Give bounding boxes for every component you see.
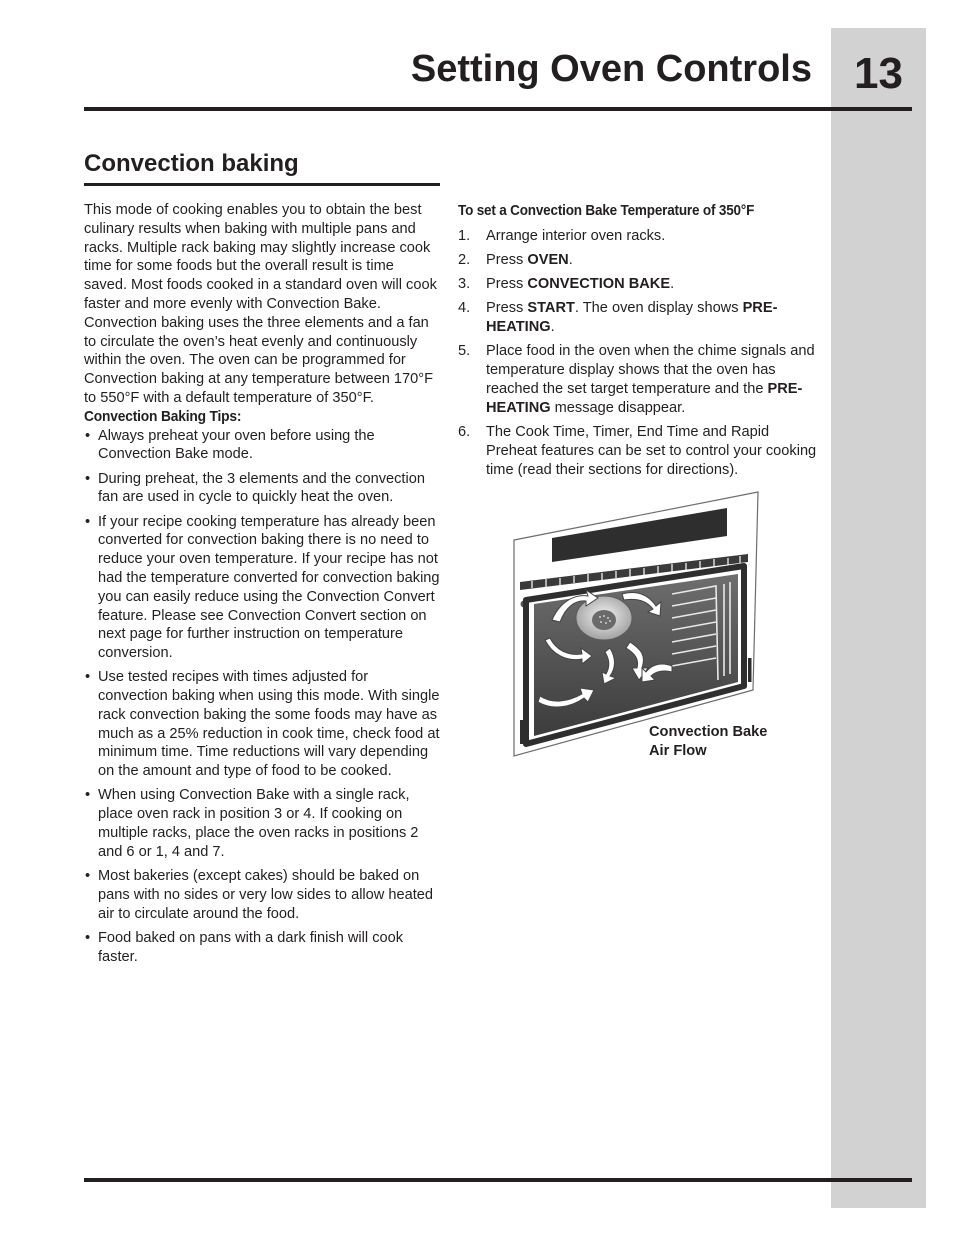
step-number: 6. [458, 423, 471, 440]
step-text: . [568, 251, 573, 268]
figure-caption [649, 723, 767, 761]
oven-airflow-illustration [512, 490, 762, 760]
list-item: • Use tested recipes with times adjusted for convection baking when using this mode. With single rack convection baking the some foods may have as much as a 25% reduction in cook time, check food at minimum time. Time reductions will vary depending on the amount and type of food to be cooked. [84, 668, 440, 781]
step-keyword: CONVECTION BAKE [527, 276, 671, 293]
caption-line: Convection Bake [649, 724, 768, 740]
bottom-rule [84, 1178, 912, 1182]
list-item: • During preheat, the 3 elements and the convection fan are used in cycle to quickly heat the oven. [84, 470, 440, 508]
list-item: • When using Convection Bake with a single rack, place oven rack in position 3 or 4. If cooking on multiple racks, place the oven racks in positions 2 and 6 or 1, 4 and 7. [84, 786, 440, 861]
step-item [458, 423, 818, 479]
intro-paragraph: This mode of cooking enables you to obtain the best culinary results when baking with multiple pans and racks. Multiple rack baking may slightly increase cook time for some foods but the overall result is time saved. Most foods cooked in a standard oven will cook faster and more evenly with Convection Bake. Convection baking uses the three elements and a fan to circulate the oven’s heat evenly and continuously within the oven. The oven can be programmed for Convection baking at any temperature between 170°F to 550°F with a default temperature of 350°F. [84, 202, 437, 406]
tips-list [84, 427, 440, 967]
step-keyword: OVEN [527, 251, 569, 268]
page-title: Setting Oven Controls [410, 48, 812, 90]
step-keyword: START [527, 300, 575, 317]
step-text: . [550, 319, 555, 336]
caption-line: Air Flow [649, 743, 707, 759]
page-number: 13 [854, 49, 903, 98]
list-item: • Most bakeries (except cakes) should be baked on pans with no sides or very low sides to allow heated air to circulate around the food. [84, 867, 440, 923]
step-number: 4. [458, 300, 471, 317]
left-column [84, 201, 440, 972]
step-text: message disappear. [550, 399, 686, 416]
step-keyword: PRE-HEATING [486, 300, 778, 336]
step-text: The Cook Time, Timer, End Time and Rapid Preheat features can be set to control your cooking time (read their sections for directions). [486, 423, 817, 478]
step-item [458, 299, 818, 337]
list-item: • Always preheat your oven before using the Convection Bake mode. [84, 427, 440, 465]
step-text: Place food in the oven when the chime signals and temperature display shows that the oven has reached the set target temperature and the [486, 343, 815, 397]
step-number: 3. [458, 276, 471, 293]
step-number: 5. [458, 343, 471, 360]
tips-heading: Convection Baking Tips: [84, 407, 242, 425]
title-rule [84, 107, 912, 111]
step-text: Press [486, 276, 528, 293]
right-column [458, 202, 818, 485]
list-item: • Food baked on pans with a dark finish will cook faster. [84, 929, 440, 967]
side-tab [831, 28, 926, 1208]
step-text: . [670, 276, 675, 293]
step-item [458, 251, 818, 270]
steps-heading: To set a Convection Bake Temperature of 350°F [458, 202, 755, 219]
step-item [458, 227, 818, 246]
step-number: 1. [458, 227, 471, 244]
step-text: Press [486, 300, 528, 317]
step-item [458, 342, 818, 417]
step-keyword: PRE-HEATING [486, 380, 803, 416]
step-text: Arrange interior oven racks. [486, 227, 666, 244]
step-number: 2. [458, 251, 471, 268]
section-title: Convection baking [84, 150, 299, 177]
step-text: Press [486, 251, 528, 268]
step-item [458, 275, 818, 294]
section-rule [84, 183, 440, 186]
list-item: • If your recipe cooking temperature has already been converted for convection baking there is no need to reduce your oven temperature. If your recipe has not had the temperature converted for convection baking you can easily reduce using the Convection Convert feature. Please see Convection Convert section on next page for further instruction on temperature conversion. [84, 513, 440, 663]
steps-list [458, 227, 818, 480]
step-text: . The oven display shows [574, 300, 743, 317]
